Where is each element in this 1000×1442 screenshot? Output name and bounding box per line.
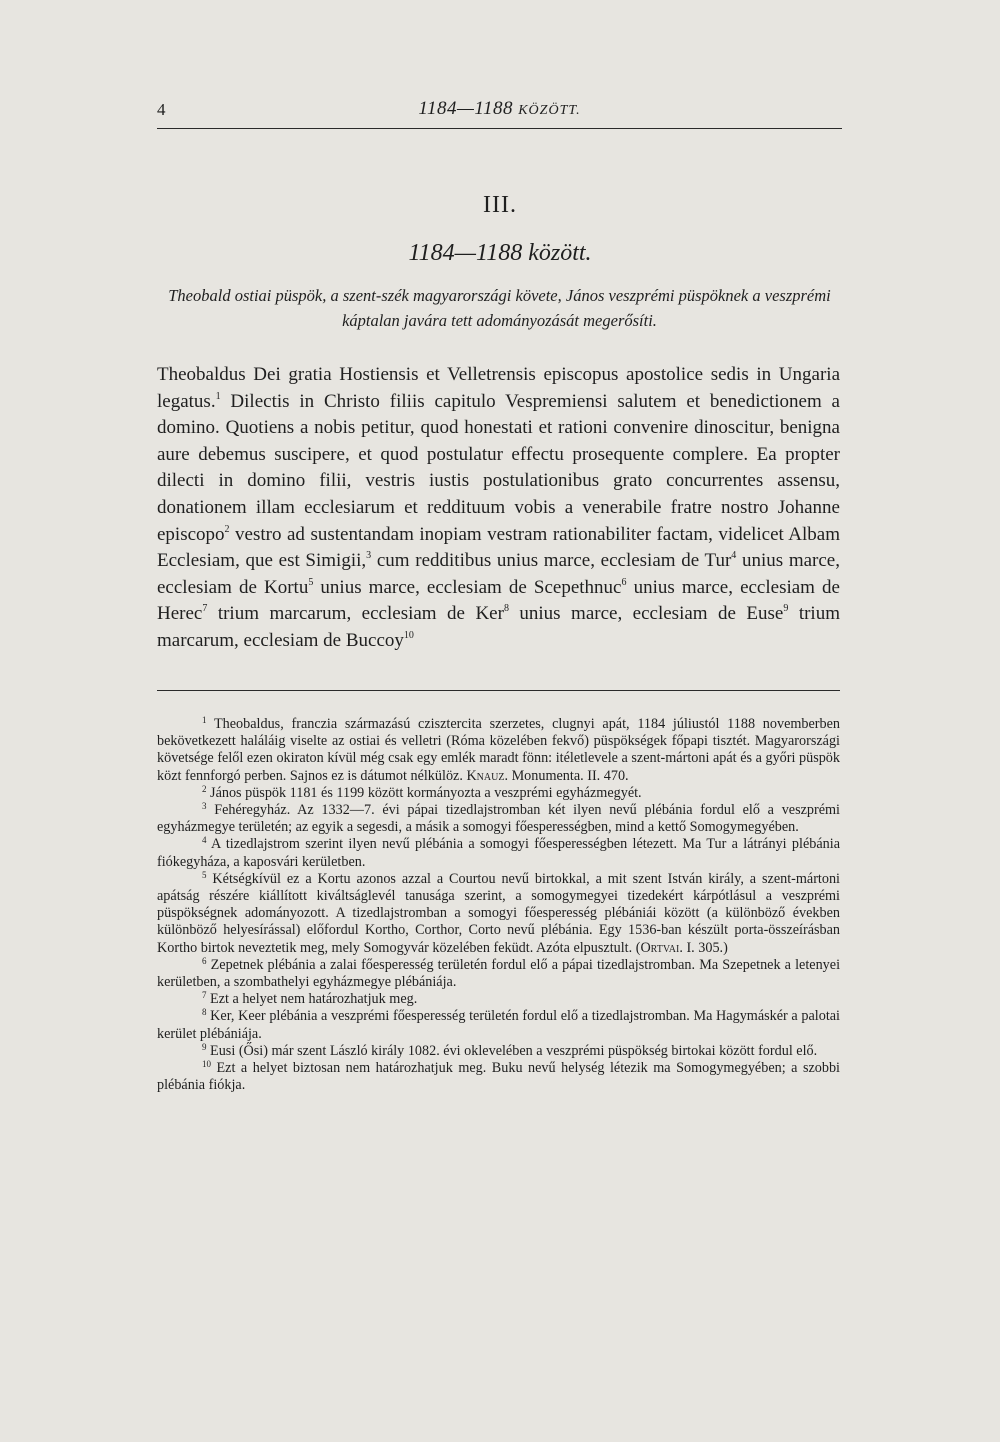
main-text-segment: unius marce, ecclesiam de Herec [157, 576, 840, 625]
footnote-text: Ezt a helyet biztosan nem határozhatjuk meg. Buku nevű helység létezik ma Somogymegyében; a szobbi plébánia fiókja. [157, 1060, 840, 1094]
main-text-segment: cum redditibus unius marce, ecclesiam de Tur [371, 550, 732, 572]
footnote-text: . Monumenta. II. 470. [504, 767, 629, 784]
main-text [157, 362, 840, 655]
footnote [157, 836, 840, 870]
footnote-number: 5 [202, 869, 207, 880]
document-date: 1184—1188 között. [408, 240, 592, 266]
document-number: III. [483, 192, 517, 218]
footnote-ref[interactable]: 10 [403, 629, 414, 641]
footnote-number: 10 [202, 1059, 211, 1070]
footnote-ref[interactable]: 6 [621, 576, 627, 588]
footnote-text: Ezt a helyet nem határozhatjuk meg. [210, 991, 418, 1008]
author-name: Knauz [466, 767, 505, 784]
running-title-years: 1184—1188 [418, 98, 513, 119]
footnote-ref[interactable]: 8 [503, 603, 509, 615]
footnote [157, 1008, 840, 1042]
running-head [157, 96, 842, 129]
main-text-segment: Dilectis in Christo filiis capitulo Vespremiensi salutem et benedictionem a domino. Quotiens a nobis petitur, quod honestati et rationi convenire dinoscitur, benigna aure debemus suscipere, et quod postulatur effectu prosequente complere. Ea propter dilecti in domino filii, vestris iustis postulationibus grato concurrentes assensu, donationem illam ecclesiarum et reddituum vobis a venerabile fratre nostro Johanne episcopo [157, 390, 840, 545]
footnotes [157, 716, 840, 1094]
main-text-segment: trium marcarum, ecclesiam de Buccoy [157, 603, 840, 651]
footnote-text: János püspök 1181 és 1199 között kormányozta a veszprémi egyházmegyét. [210, 784, 642, 801]
footnote-text: Kétségkívül ez a Kortu azonos azzal a Courtou nevű birtokkal, a mit szent István király, a szent-mártoni apátság részére kiállított kiváltságlevél tanusága szerint, a somogymegyei tizedekért kárpótlásul a veszprémi püspökségnek adományozott. A tizedlajstromban a somogyi főesperesség plébániái között (a különböző években különböző helyesírással) előfordul Kortho, Corthor, Corto nevű plébánia. Egy 1536-ban készült porta-összeírásban Kortho birtok neveztetik meg, mely Somogyvár közelében feküdt. Azóta elpusztult. ( [157, 870, 840, 956]
footnote [157, 785, 840, 802]
main-text-segment: vestro ad sustentandam inopiam vestram rationabiliter factam, videlicet Albam Ecclesiam, que est Simigii, [157, 523, 840, 572]
footnote-text: Theobaldus, franczia származású czisztercita szerzetes, clugnyi apát, 1184 júliustól 1188 novemberben bekövetkezett haláláig viselte az ostiai és velletri (Róma közelében fekvő) püspökségek főpapi tisztét. Magyarországi követsége felől ezen okiraton kívül még csak egy emlék maradt fönn: itéletlevele a szent-mártoni apát és a győri püspök közt fennforgó perben. Sajnos ez is dátumot nélkülöz. [157, 716, 840, 784]
footnote-text: . I. 305.) [679, 939, 728, 956]
footnote-number: 7 [202, 990, 207, 1001]
footnote [157, 802, 840, 836]
footnote-number: 1 [202, 715, 207, 725]
footnote-text: Ker, Keer plébánia a veszprémi főesperesség területén fordul elő a tizedlajstromban. Ma Hagymáskér a palotai kerület plébániája. [157, 1008, 840, 1042]
footnote-ref[interactable]: 5 [308, 576, 314, 588]
footnote-ref[interactable]: 1 [215, 390, 221, 402]
footnote-ref[interactable]: 2 [224, 523, 230, 535]
footnote-text: Fehéregyház. Az 1332—7. évi pápai tizedlajstromban két ilyen nevű plébánia fordul elő a veszprémi egyházmegye területén; az egyik a segesdi, a másik a somogyi főesperességben, mind a kettő Somogymegyében. [157, 802, 840, 836]
page-number: 4 [157, 100, 166, 119]
footnote-number: 6 [202, 955, 207, 966]
footnote-number: 3 [202, 801, 207, 812]
footnote-ref[interactable]: 7 [202, 603, 208, 615]
document-regest: Theobald ostiai püspök, a szent-szék magyarországi követe, János veszprémi püspöknek a veszprémi káptalan javára tett adományozását megerősíti. [168, 286, 831, 330]
main-text-segment: unius marce, ecclesiam de Euse [508, 603, 784, 625]
footnote [157, 957, 840, 991]
footnote-number: 8 [202, 1007, 207, 1018]
footnote [157, 716, 840, 785]
footnote-text: Zepetnek plébánia a zalai főesperesség területén fordul elő a pápai tizedlajstromban. Ma Szepetnek a letenyei kerületben, a szombathelyi egyházmegye plébániája. [157, 956, 841, 991]
footnote [157, 1060, 840, 1094]
main-text-segment: unius marce, ecclesiam de Kortu [157, 550, 840, 598]
footnote-text: Eusi (Ősi) már szent László király 1082. évi oklevelében a veszprémi püspökség birtokai között fordul elő. [210, 1042, 818, 1059]
main-text-segment: trium marcarum, ecclesiam de Ker [207, 603, 504, 625]
footnote-ref[interactable]: 3 [366, 550, 372, 562]
footnote [157, 871, 840, 957]
footnote-number: 4 [202, 835, 207, 846]
footnote-text: A tizedlajstrom szerint ilyen nevű plébánia a somogyi főesperességben létezett. Ma Tur a látrányi plébánia fiókegyháza, a kaposvári kerületben. [157, 836, 840, 870]
footnote-separator [157, 690, 840, 691]
running-title [157, 98, 842, 120]
footnote [157, 991, 840, 1008]
footnote-ref[interactable]: 9 [783, 603, 789, 615]
footnote-ref[interactable]: 4 [731, 550, 737, 562]
main-text-segment: unius marce, ecclesiam de Scepethnuc [313, 576, 622, 598]
main-text-segment: Theobaldus Dei gratia Hostiensis et Velletrensis episcopus apostolice sedis in Ungaria legatus. [157, 364, 840, 412]
footnote-number: 2 [202, 783, 207, 794]
running-title-suffix: KÖZÖTT. [518, 103, 581, 118]
author-name: Ortvai [640, 939, 680, 956]
footnote-number: 9 [202, 1041, 207, 1052]
footnote [157, 1043, 840, 1060]
